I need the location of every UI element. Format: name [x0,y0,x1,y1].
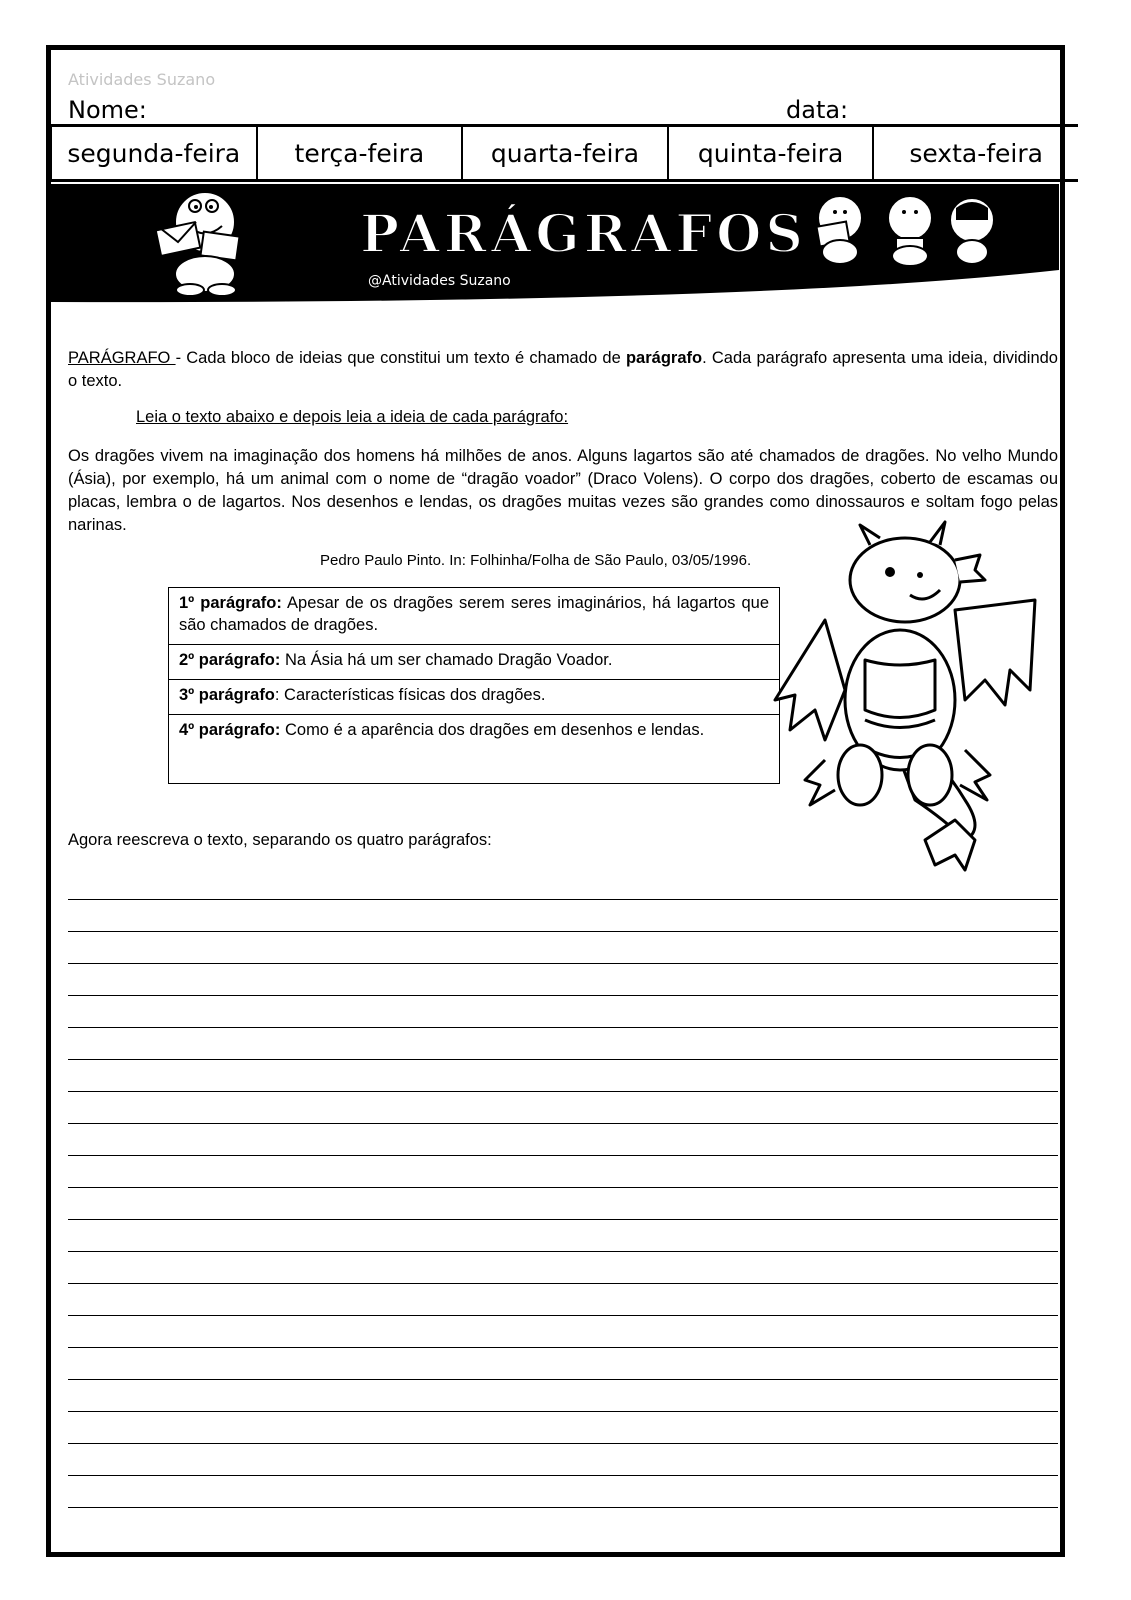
idea-text: : Características físicas dos dragões. [274,686,546,704]
idea-text: Como é a aparência dos dragões em desenhos e lendas. [280,721,705,739]
story-paragraph: Os dragões vivem na imaginação dos homens há milhões de anos. Alguns lagartos são até chamados de dragões. No velho Mundo (Ásia), por exemplo, há um animal com o nome de “dragão voador” (Draco Volens). O corpo dos dragões, coberto de escamas ou placas, lembra o de lagartos. Nos desenhos e lendas, os dragões muitas vezes são grandes como dinossauros e soltam fogo pelas narinas. [68,447,1058,534]
writing-line[interactable] [68,900,1058,932]
date-label: data: [786,96,849,124]
task-instruction: Agora reescreva o texto, separando os quatro parágrafos: [68,831,492,849]
idea-label: 4º parágrafo: [179,721,281,739]
definition-paragraph [68,347,1058,393]
weekday-row [50,124,1078,182]
writing-line[interactable] [68,1444,1058,1476]
table-cell [169,588,780,645]
writing-line[interactable] [68,1188,1058,1220]
writing-line[interactable] [68,1412,1058,1444]
day-friday: sexta-feira [909,138,1043,168]
writing-line[interactable] [68,868,1058,900]
writing-line[interactable] [68,1220,1058,1252]
banner-title: PARÁGRAFOS [360,204,807,265]
definition-text: - Cada bloco de ideias que constitui um texto é chamado de [175,349,626,367]
table-cell [169,715,780,784]
writing-line[interactable] [68,964,1058,996]
writing-line[interactable] [68,1092,1058,1124]
day-wednesday: quarta-feira [463,127,669,179]
banner-handle: @Atividades Suzano [368,273,511,289]
cartoon-cats-right-icon [810,190,1010,270]
term-label: PARÁGRAFO [68,349,176,367]
table-row [169,645,780,680]
writing-line[interactable] [68,1060,1058,1092]
definition-rest: . Cada parágrafo apresenta uma ideia, dividindo o texto. [68,349,1058,390]
idea-text: Na Ásia há um ser chamado Dragão Voador. [280,651,613,669]
citation-text: Pedro Paulo Pinto. In: Folhinha/Folha de São Paulo, 03/05/1996. [320,552,752,569]
writing-line[interactable] [68,1028,1058,1060]
writing-line[interactable] [68,1124,1058,1156]
dragon-illustration-icon [765,520,1065,880]
idea-text: Apesar de os dragões serem seres imaginários, há lagartos que são chamados de dragões. [179,594,769,634]
writing-line[interactable] [68,996,1058,1028]
cartoon-cat-left-icon [150,186,255,298]
writing-line[interactable] [68,1284,1058,1316]
writing-line[interactable] [68,1252,1058,1284]
writing-line[interactable] [68,1316,1058,1348]
idea-label: 2º parágrafo: [179,651,281,669]
instruction-text: Leia o texto abaixo e depois leia a ideia de cada parágrafo: [136,408,569,426]
writing-line[interactable] [68,1380,1058,1412]
table-row [169,588,780,645]
definition-bold: parágrafo [625,349,703,367]
table-row [169,715,780,784]
writing-line[interactable] [68,1476,1058,1508]
writing-line[interactable] [68,1156,1058,1188]
day-thursday: quinta-feira [669,127,875,179]
name-label: Nome: [68,96,147,124]
table-row [169,680,780,715]
idea-label: 3º parágrafo [179,686,275,704]
idea-label: 1º parágrafo: [179,594,282,612]
table-cell [169,645,780,680]
paragraph-ideas-table [168,587,780,784]
watermark-text: Atividades Suzano [68,70,216,89]
day-monday: segunda-feira [50,127,258,179]
writing-lines [68,868,1058,1508]
writing-line[interactable] [68,932,1058,964]
table-cell [169,680,780,715]
day-tuesday: terça-feira [258,127,464,179]
writing-line[interactable] [68,1348,1058,1380]
